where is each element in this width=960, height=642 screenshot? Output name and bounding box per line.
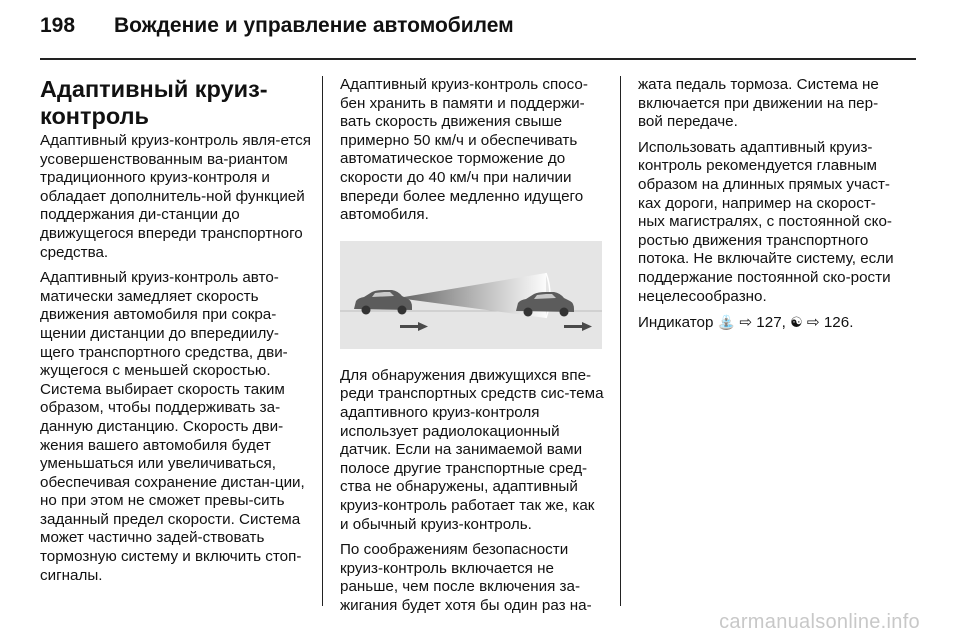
- indicator-reference: [638, 313, 902, 333]
- column2-paragraph-2: Для обнаружения движущихся впе-реди транспортных средств сис-тема адаптивного круиз-контроля использует радиолокационный датчик. Если на занимаемой вами полосе другие транспортные сред-ства не обнаружены, адаптивный круиз-контроль работает так же, как и обычный круиз-контроль.: [340, 366, 604, 533]
- adaptive-cruise-radar-illustration: [340, 241, 602, 349]
- page-ref-arrow-icon: ⇨: [739, 314, 753, 332]
- column2-paragraph-3: По соображениям безопасности круиз-контроль включается не раньше, чем после включения за-жигания будет хотя бы один раз на-: [340, 541, 592, 614]
- car-icon: ⛲: [717, 314, 736, 331]
- column1-paragraph-1: Адаптивный круиз-контроль явля-ется усовершенствованным ва-риантом традиционного круиз-контроля и обладает дополнитель-ной функцией поддержания ди-станции до движущегося впереди транспортного средства.: [40, 132, 311, 261]
- column-2: [340, 76, 606, 622]
- indicator-label: Индикатор: [638, 314, 714, 332]
- column3-paragraph-1: жата педаль тормоза. Система не включается при движении на пер-вой передаче.: [638, 76, 879, 131]
- cruise-control-icon: ☯: [790, 314, 803, 331]
- running-title: Вождение и управление автомобилем: [114, 14, 514, 37]
- column2-paragraph-1: Адаптивный круиз-контроль спосо-бен хранить в памяти и поддержи-вать скорость движения свыше примерно 50 км/ч и обеспечивать автоматическое торможение до скорости до 40 км/ч при наличии впереди более медленно идущего автомобиля.: [340, 76, 588, 224]
- page-ref-arrow-icon: ⇨: [806, 314, 820, 332]
- column-divider-2: [620, 76, 621, 606]
- front-car-direction-arrow: [564, 322, 592, 331]
- indicator-ref-1: 127,: [756, 314, 786, 332]
- page-number: 198: [40, 14, 76, 37]
- watermark: carmanualsonline.info: [719, 611, 920, 633]
- column-3: [638, 76, 902, 340]
- column3-paragraph-2: Использовать адаптивный круиз-контроль рекомендуется главным образом на длинных прямых участ-ках дороги, например на скорост-ных магистралях, с постоянной ско-ростью движения транспортного потока. Не включайте систему, если поддержание постоянной ско-рости нецелесообразно.: [638, 138, 894, 305]
- column1-paragraph-2: Адаптивный круиз-контроль авто-матически замедляет скорость движения автомобиля при сокра-щении дистанции до впередиилу-щего транспортного средства, дви-жущегося с меньшей скоростью. Система выбирает скорость таким образом, чтобы поддерживать за-данную дистанцию. Скорость дви-жения вашего автомобиля будет уменьшаться или увеличиваться, обеспечивая сохранение дистан-ции, но при этом не сможет превы-сить заданный предел скорости. Система может частично задей-ствовать тормозную систему и включить стоп-сигналы.: [40, 269, 305, 584]
- header-rule: [40, 58, 916, 60]
- radar-illustration-svg: [340, 241, 602, 349]
- indicator-ref-2: 126.: [823, 314, 854, 332]
- rear-car-direction-arrow: [400, 322, 428, 331]
- column-1: [40, 76, 312, 592]
- section-title: Адаптивный круиз-контроль: [40, 76, 268, 129]
- column-divider-1: [322, 76, 323, 606]
